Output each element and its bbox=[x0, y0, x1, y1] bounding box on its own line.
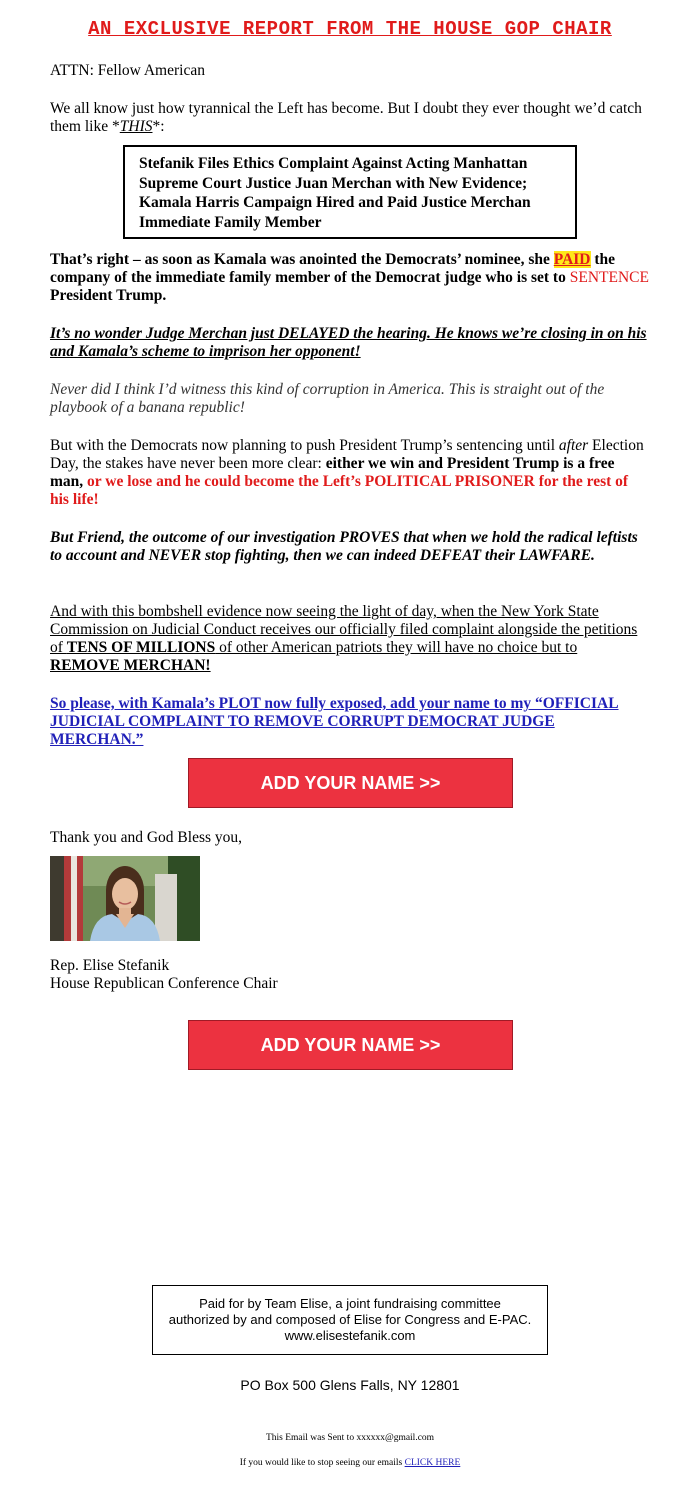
paragraph-delayed: It’s no wonder Judge Merchan just DELAYED the hearing. He knows we’re closing in on his and Kamala’s scheme to imprison her opponent! bbox=[50, 325, 647, 360]
tens-of-millions: TENS OF MILLIONS bbox=[66, 639, 216, 656]
paragraph-stakes bbox=[50, 437, 650, 509]
sent-to-notice: This Email was Sent to xxxxxx@gmail.com bbox=[265, 1433, 435, 1443]
signature-name: Rep. Elise Stefanik bbox=[50, 957, 170, 974]
signoff: Thank you and God Bless you, bbox=[50, 829, 243, 846]
paid-text-b: the company of the immediate family member of the Democrat judge who is set to bbox=[50, 251, 616, 286]
greeting: ATTN: Fellow American bbox=[50, 62, 205, 79]
sentence-word: SENTENCE bbox=[569, 269, 649, 286]
stakes-text-a: But with the Democrats now planning to push President Trump’s sentencing until bbox=[50, 437, 559, 454]
intro-emphasis: THIS bbox=[119, 118, 153, 135]
stakes-text-b: Election Day, the stakes have never been more clear: bbox=[50, 437, 644, 472]
stakes-after: after bbox=[558, 437, 589, 454]
unsubscribe-link[interactable]: CLICK HERE bbox=[404, 1458, 461, 1468]
headline-box: Stefanik Files Ethics Complaint Against Acting Manhattan Supreme Court Justice Juan Merchan with New Evidence; Kamala Harris Campaign Hired and Paid Justice Merchan Immediate Family Member bbox=[123, 145, 577, 239]
bombshell-text-b: of other American patriots they will have no choice but to bbox=[215, 639, 578, 656]
stakes-bold: either we win and President Trump is a free man, bbox=[50, 455, 615, 490]
paid-highlight: PAID bbox=[553, 251, 591, 268]
paid-for-disclaimer: Paid for by Team Elise, a joint fundraising committee authorized by and composed of Elise for Congress and E-PAC. www.elisestefanik.com bbox=[152, 1285, 548, 1355]
signature-title: House Republican Conference Chair bbox=[50, 975, 278, 992]
unsubscribe-text: If you would like to stop seeing our emails bbox=[239, 1458, 405, 1468]
intro-end: *: bbox=[152, 118, 165, 135]
paragraph-bombshell bbox=[50, 603, 650, 675]
complaint-link[interactable]: So please, with Kamala’s PLOT now fully exposed, add your name to my “OFFICIAL JUDICIAL COMPLAINT TO REMOVE CORRUPT DEMOCRAT JUDGE MERCHAN.” bbox=[50, 695, 619, 748]
intro-text: We all know just how tyrannical the Left has become. But I doubt they ever thought we’d catch them like * bbox=[50, 100, 642, 135]
remove-merchan: REMOVE MERCHAN! bbox=[50, 657, 211, 674]
unsubscribe-line bbox=[0, 1458, 700, 1468]
bombshell-text-a: And with this bombshell evidence now seeing the light of day, when the New York State Commission on Judicial Conduct receives our officially filed complaint alongside the petitions of bbox=[50, 603, 638, 656]
paid-text-a: That’s right – as soon as Kamala was anointed the Democrats’ nominee, she bbox=[50, 251, 554, 268]
add-your-name-button[interactable]: ADD YOUR NAME >> bbox=[188, 758, 513, 808]
add-your-name-button-bottom[interactable]: ADD YOUR NAME >> bbox=[188, 1020, 513, 1070]
paragraph-lawfare: But Friend, the outcome of our investigation PROVES that when we hold the radical leftists to account and NEVER stop fighting, then we can indeed DEFEAT their LAWFARE. bbox=[50, 529, 638, 564]
report-banner: AN EXCLUSIVE REPORT FROM THE HOUSE GOP CHAIR bbox=[88, 18, 612, 40]
paragraph-corruption: Never did I think I’d witness this kind of corruption in America. This is straight out of the playbook of a banana republic! bbox=[50, 381, 605, 416]
intro-paragraph bbox=[50, 100, 650, 136]
mailing-address: PO Box 500 Glens Falls, NY 12801 bbox=[240, 1377, 460, 1393]
stakes-red: or we lose and he could become the Left’s POLITICAL PRISONER for the rest of his life! bbox=[50, 473, 629, 508]
paragraph-paid bbox=[50, 251, 650, 305]
paid-text-c: President Trump. bbox=[50, 287, 167, 304]
author-photo bbox=[50, 856, 200, 941]
